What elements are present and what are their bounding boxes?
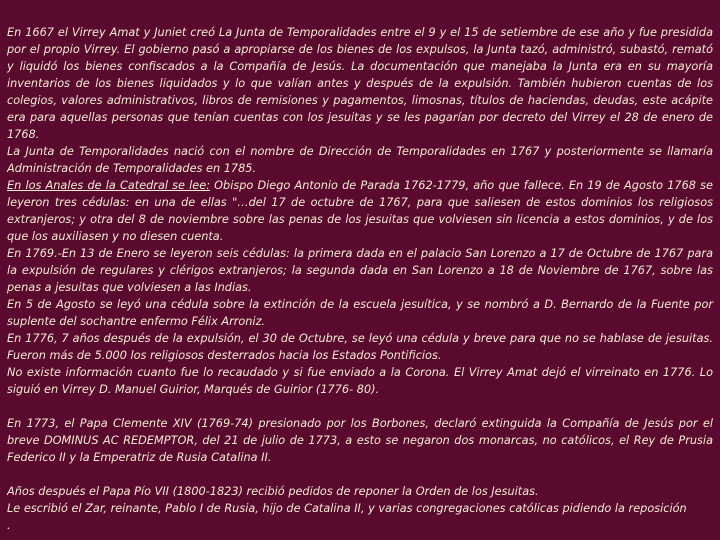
- text-body: [7, 24, 713, 534]
- spacer: [7, 398, 713, 415]
- paragraph-1769: En 1769.-En 13 de Enero se leyeron seis cédulas: la primera dada en el palacio San Lorenzo a 17 de Octubre de 1767 para la expulsión de regulares y clérigos extranjeros; la segunda dada en San Lorenzo a 18 de Noviembre de 1767, sobre las penas a jesuitas que volviesen a las Indias.: [7, 247, 713, 294]
- paragraph-pio-vii: Años después el Papa Pío VII (1800-1823) recibió pedidos de reponer la Orden de los Jesuitas.: [7, 485, 539, 498]
- anales-heading: En los Anales de la Catedral se lee:: [7, 179, 210, 192]
- anales-text: Obispo Diego Antonio de Parada 1762-1779, año que fallece. En 19 de Agosto 1768 se leyeron tres cédulas: en una de ellas "…del 17 de octubre de 1767, para que saliesen de estos dominios los religiosos extranjeros; y otra del 8 de noviembre sobre las penas de los jesuitas que volviesen sin licencia a estos dominios, y de los que los auxiliasen y no diesen cuenta.: [7, 179, 713, 243]
- paragraph-junta-temporalidades: En 1667 el Virrey Amat y Juniet creó La Junta de Temporalidades entre el 9 y el 15 de setiembre de ese año y fue presidida por el propio Virrey. El gobierno pasó a apropiarse de los bienes de los expulsos, la Junta tazó, administró, subastó, remató y liquidó los bienes confiscados a la Compañía de Jesús. La documentación que manejaba la Junta era en su mayoría inventarios de los bienes liquidados y lo que valían antes y después de la expulsión. También hubieron cuentas de los colegios, valores administrativos, libros de remisiones y pagamentos, limosnas, títulos de haciendas, deudas, este acápite era para aquellas personas que tenían cuentas con los jesuitas y se les pagarían por decreto del Virrey el 28 de enero de 1768.: [7, 26, 713, 141]
- paragraph-zar: Le escribió el Zar, reinante, Pablo I de Rusia, hijo de Catalina II, y varias congregaciones católicas pidiendo la reposición: [7, 502, 687, 515]
- paragraph-1776: En 1776, 7 años después de la expulsión, el 30 de Octubre, se leyó una cédula y breve para que no se hablase de jesuitas. Fueron más de 5.000 los religiosos desterrados hacia los Estados Pontificios.: [7, 332, 713, 362]
- paragraph-recaudado: No existe información cuanto fue lo recaudado y si fue enviado a la Corona. El Virrey Amat dejó el virreinato en 1776. Lo siguió en Virrey D. Manuel Guirior, Marqués de Guirior (1776- 80).: [7, 366, 713, 396]
- paragraph-agosto: En 5 de Agosto se leyó una cédula sobre la extinción de la escuela jesuítica, y se nombró a D. Bernardo de la Fuente por suplente del sochantre enfermo Félix Arroniz.: [7, 298, 713, 328]
- paragraph-end-dot: .: [7, 519, 11, 532]
- paragraph-1773: En 1773, el Papa Clemente XIV (1769-74) presionado por los Borbones, declaró extinguida la Compañía de Jesús por el breve DOMINUS AC REDEMPTOR, del 21 de julio de 1773, a esto se negaron dos monarcas, no católicos, el Rey de Prusia Federico II y la Emperatriz de Rusia Catalina II.: [7, 417, 713, 464]
- paragraph-direccion-temporalidades: La Junta de Temporalidades nació con el nombre de Dirección de Temporalidades en 1767 y posteriormente se llamaría Administración de Temporalidades en 1785.: [7, 145, 713, 175]
- spacer: [7, 466, 713, 483]
- paragraph-anales-catedral: [7, 177, 713, 245]
